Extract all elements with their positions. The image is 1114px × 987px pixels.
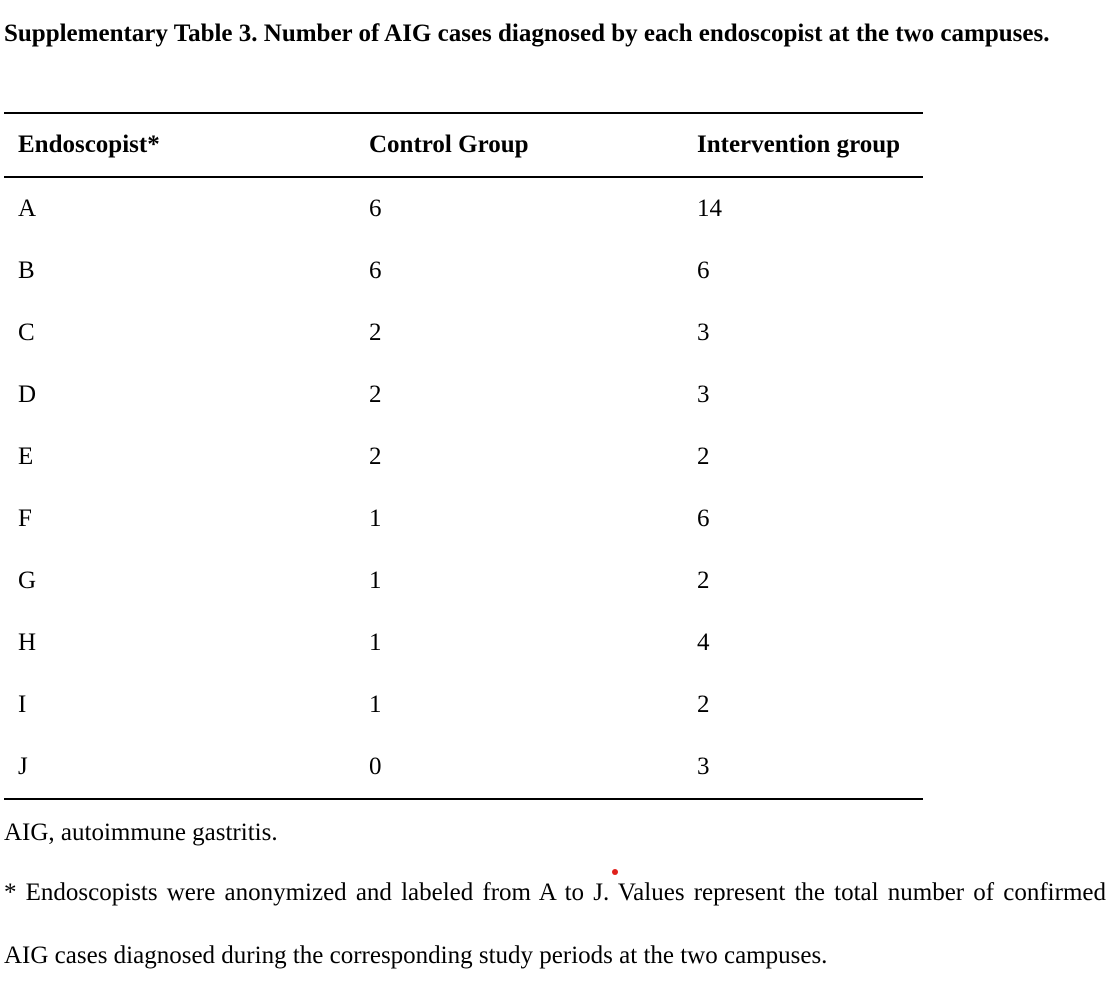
cell-endoscopist: G xyxy=(18,567,37,594)
table-row xyxy=(4,240,923,302)
cell-intervention: 3 xyxy=(697,381,710,408)
cell-control: 1 xyxy=(369,567,382,594)
cell-control: 2 xyxy=(369,443,382,470)
header-intervention-group: Intervention group xyxy=(697,131,901,158)
cell-endoscopist: D xyxy=(18,381,37,408)
cell-control: 6 xyxy=(369,195,382,222)
table-row xyxy=(4,736,923,799)
table-row xyxy=(4,612,923,674)
header-control-group: Control Group xyxy=(369,131,529,158)
cell-intervention: 2 xyxy=(697,567,710,594)
data-table-container xyxy=(4,112,923,800)
cell-intervention: 14 xyxy=(697,195,722,222)
cell-intervention: 2 xyxy=(697,443,710,470)
footnote: * Endoscopists were anonymized and labeled from A to J. Values represent the total number of confirmed AIG cases diagnosed during the corresponding study periods at the two campuses. xyxy=(4,879,1106,969)
cell-control: 0 xyxy=(369,753,382,780)
cell-intervention: 2 xyxy=(697,691,710,718)
cell-endoscopist: C xyxy=(18,319,35,346)
cell-endoscopist: E xyxy=(18,443,34,470)
table-caption: Supplementary Table 3. Number of AIG cases diagnosed by each endoscopist at the two campuses. xyxy=(4,20,1050,47)
table-notes xyxy=(4,805,1106,987)
table-row xyxy=(4,488,923,550)
cell-intervention: 4 xyxy=(697,629,710,656)
cell-endoscopist: H xyxy=(18,629,37,656)
cell-control: 1 xyxy=(369,505,382,532)
cell-endoscopist: A xyxy=(18,195,37,222)
header-endoscopist: Endoscopist* xyxy=(18,131,160,158)
cell-control: 2 xyxy=(369,319,382,346)
endoscopist-table xyxy=(4,112,923,800)
table-row xyxy=(4,426,923,488)
cell-control: 1 xyxy=(369,691,382,718)
table-header-row xyxy=(4,113,923,177)
cell-intervention: 6 xyxy=(697,505,710,532)
cell-control: 1 xyxy=(369,629,382,656)
red-dot-marker xyxy=(612,869,618,875)
table-row xyxy=(4,302,923,364)
cell-endoscopist: F xyxy=(18,505,32,532)
cell-endoscopist: I xyxy=(18,691,27,718)
cell-intervention: 3 xyxy=(697,319,710,346)
cell-control: 2 xyxy=(369,381,382,408)
table-row xyxy=(4,177,923,240)
cell-endoscopist: J xyxy=(18,753,28,780)
table-row xyxy=(4,550,923,612)
cell-control: 6 xyxy=(369,257,382,284)
cell-endoscopist: B xyxy=(18,257,35,284)
cell-intervention: 3 xyxy=(697,753,710,780)
abbreviation-note: AIG, autoimmune gastritis. xyxy=(4,819,278,846)
cell-intervention: 6 xyxy=(697,257,710,284)
table-row xyxy=(4,364,923,426)
table-row xyxy=(4,674,923,736)
